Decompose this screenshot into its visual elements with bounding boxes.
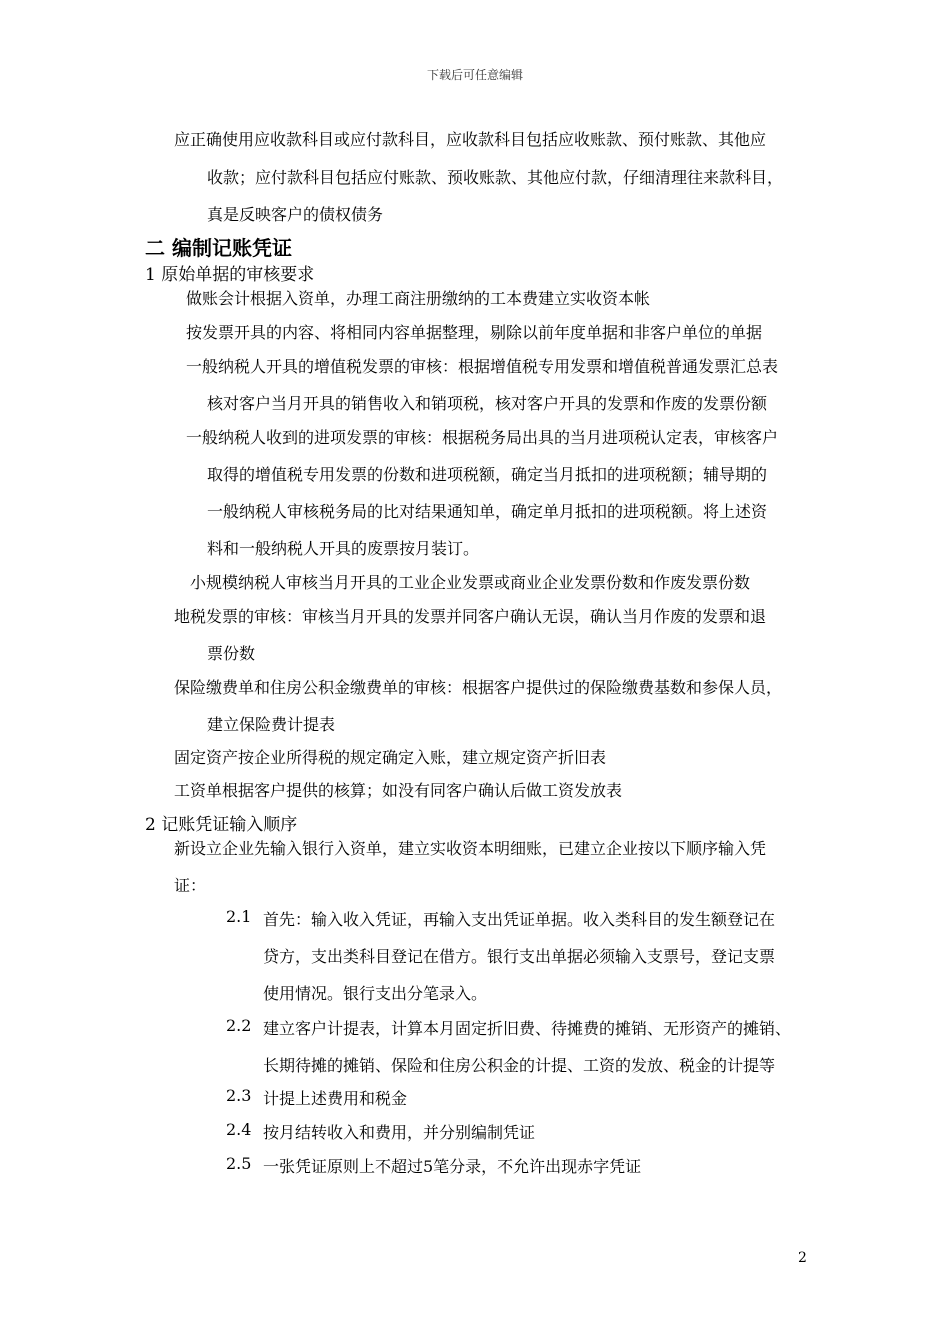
list-item-line: 贷方，支出类科目登记在借方。银行支出单据必须输入支票号，登记支票 [263,947,776,966]
page-header: 下载后可任意编辑 [426,68,523,82]
paragraph-line: 核对客户当月开具的销售收入和销项税，核对客户开具的发票和作废的发票份额 [207,394,768,413]
paragraph-line: 料和一般纳税人开具的废票按月装订。 [207,539,480,558]
paragraph-line: 一般纳税人开具的增值税发票的审核：根据增值税专用发票和增值税普通发票汇总表 [186,357,779,376]
list-item-line: 计提上述费用和税金 [263,1089,408,1108]
paragraph-line: 固定资产按企业所得税的规定确定入账，建立规定资产折旧表 [174,748,607,767]
intro-line-2: 收款；应付款科目包括应付账款、预收账款、其他应付款，仔细清理往来款科目， [207,168,784,187]
paragraph-line: 一般纳税人收到的进项发票的审核：根据税务局出具的当月进项税认定表，审核客户 [186,428,779,447]
section-heading: 二 编制记账凭证 [145,236,292,260]
list-item-line: 按月结转收入和费用，并分别编制凭证 [263,1123,536,1142]
paragraph-line: 新设立企业先输入银行入资单，建立实收资本明细账，已建立企业按以下顺序输入凭 [174,839,767,858]
paragraph-line: 票份数 [207,644,256,663]
paragraph-line: 地税发票的审核：审核当月开具的发票并同客户确认无误，确认当月作废的发票和退 [174,607,767,626]
list-item-number: 2.2 [226,1016,252,1035]
list-item-line: 长期待摊的摊销、保险和住房公积金的计提、工资的发放、税金的计提等 [263,1056,776,1075]
paragraph-line: 保险缴费单和住房公积金缴费单的审核：根据客户提供过的保险缴费基数和参保人员， [174,678,783,697]
list-item-number: 2.5 [226,1154,252,1173]
list-item-line: 建立客户计提表，计算本月固定折旧费、待摊费的摊销、无形资产的摊销、 [263,1019,792,1038]
list-item-number: 2.4 [226,1120,252,1139]
paragraph-line: 按发票开具的内容、将相同内容单据整理，剔除以前年度单据和非客户单位的单据 [186,323,763,342]
paragraph-line: 做账会计根据入资单，办理工商注册缴纳的工本费建立实收资本帐 [186,289,651,308]
list-item-line: 一张凭证原则上不超过5笔分录，不允许出现赤字凭证 [263,1157,642,1176]
list-item-line: 首先：输入收入凭证，再输入支出凭证单据。收入类科目的发生额登记在 [263,910,776,929]
list-item-number: 2.1 [226,907,252,926]
list-item-line: 使用情况。银行支出分笔录入。 [263,984,488,1003]
paragraph-line: 取得的增值税专用发票的份数和进项税额，确定当月抵扣的进项税额；辅导期的 [207,465,768,484]
paragraph-line: 小规模纳税人审核当月开具的工业企业发票或商业企业发票份数和作废发票份数 [190,573,751,592]
page-number: 2 [798,1250,807,1266]
intro-line-3: 真是反映客户的债权债务 [207,205,384,224]
paragraph-line: 工资单根据客户提供的核算；如没有同客户确认后做工资发放表 [174,781,623,800]
paragraph-line: 证： [174,876,207,895]
paragraph-line: 建立保险费计提表 [207,715,336,734]
subsection-2-heading: 2 记账凭证输入顺序 [145,815,298,835]
list-item-number: 2.3 [226,1086,252,1105]
subsection-1-heading: 1 原始单据的审核要求 [145,265,315,285]
paragraph-line: 一般纳税人审核税务局的比对结果通知单，确定单月抵扣的进项税额。将上述资 [207,502,768,521]
intro-line-1: 应正确使用应收款科目或应付款科目，应收款科目包括应收账款、预付账款、其他应 [174,130,767,149]
